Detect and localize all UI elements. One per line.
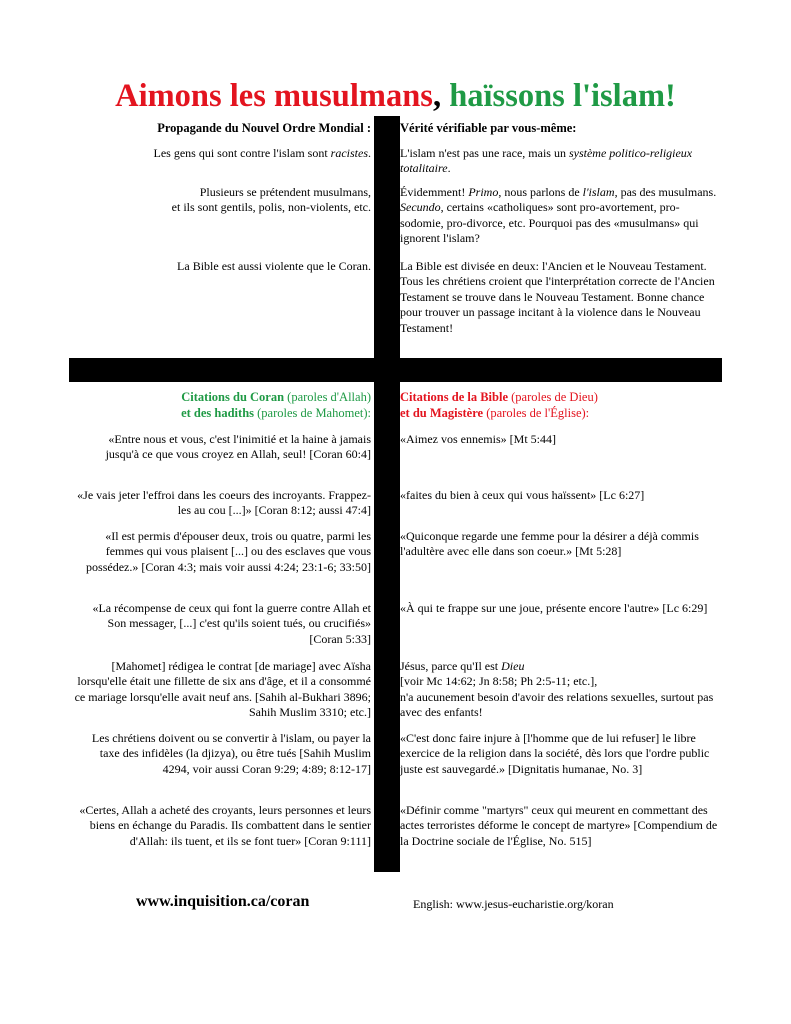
bible-quote-1: «Aimez vos ennemis» [Mt 5:44] — [400, 432, 556, 446]
bible-quote-4: «À qui te frappe sur une joue, présente encore l'autre» [Lc 6:29] — [400, 601, 708, 615]
footer-english-link[interactable]: English: www.jesus-eucharistie.org/koran — [413, 897, 614, 911]
quran-quote-1: «Entre nous et vous, c'est l'inimitié et la haine à jamais jusqu'à ce que vous croyez en Allah, seul! [Coran 60:4] — [105, 432, 371, 462]
title-comma: , — [432, 78, 442, 114]
quran-quote-4: «La récompense de ceux qui font la guerre contre Allah et Son messager, [...] c'est qu'ils soient tués, ou crucifiés» [Coran 5:33] — [92, 601, 371, 646]
hadith-quote-6: Les chrétiens doivent ou se convertir à l'islam, ou payer la taxe des infidèles (la djizya), ou être tués [Sahih Muslim 4294, voir aussi Coran 9:29; 4:89; 8:12-17] — [91, 731, 371, 776]
title-part1: Aimons les musulmans — [115, 78, 433, 114]
page-title — [0, 74, 791, 118]
quran-citations-header: Citations du Coran (paroles d'Allah) et des hadiths (paroles de Mahomet): — [181, 390, 371, 420]
truth-1: L'islam n'est pas une race, mais un système politico-religieux totalitaire. — [400, 146, 693, 176]
truth-2: Évidemment! Primo, nous parlons de l'islam, pas des musulmans. Secundo, certains «catholiques» sont pro-avortement, pro-sodomie, pro-divorce, etc. Pourquoi pas des «musulmans» qui ignorent l'islam? — [400, 185, 717, 246]
cross-horizontal-bar — [69, 358, 722, 382]
propaganda-2: Plusieurs se prétendent musulmans, et ils sont gentils, polis, non-violents, etc. — [171, 185, 371, 215]
footer-website-link[interactable]: www.inquisition.ca/coran — [136, 893, 310, 910]
truth-3: La Bible est divisée en deux: l'Ancien et le Nouveau Testament. Tous les chrétiens croient que l'interprétation correcte de l'Ancien Testament se trouve dans le Nouveau Testament. Bonne chance pour trouver un passage incitant à la violence dans le Nouveau Testament! — [400, 259, 715, 335]
propaganda-3: La Bible est aussi violente que le Coran. — [177, 259, 371, 273]
cross-vertical-bar — [374, 116, 400, 872]
bible-quote-5: Jésus, parce qu'Il est Dieu [voir Mc 14:62; Jn 8:58; Ph 2:5-11; etc.], n'a aucunement besoin d'avoir des relations sexuelles, surtout pas avec des enfants! — [400, 659, 714, 720]
propaganda-1: Les gens qui sont contre l'islam sont racistes. — [153, 146, 371, 160]
section1-right-header: Vérité vérifiable par vous-même: — [400, 121, 577, 135]
title-part2: haïssons l'islam! — [441, 78, 676, 114]
quran-quote-2: «Je vais jeter l'effroi dans les coeurs des incroyants. Frappez-les au cou [...]» [Coran 8:12; aussi 47:4] — [77, 488, 371, 518]
hadith-quote-5: [Mahomet] rédigea le contrat [de mariage] avec Aïsha lorsqu'elle était une fillette de six ans d'âge, et il a consommé ce mariage lorsqu'elle avait neuf ans. [Sahih al-Bukhari 3896; Sahih Muslim 3310; etc.] — [74, 659, 371, 720]
bible-citations-header: Citations de la Bible (paroles de Dieu) et du Magistère (paroles de l'Église): — [400, 390, 598, 420]
quran-quote-7: «Certes, Allah a acheté des croyants, leurs personnes et leurs biens en échange du Paradis. Ils combattent dans le sentier d'Allah: ils tuent, et ils se font tuer» [Coran 9:111] — [79, 803, 371, 848]
bible-quote-3: «Quiconque regarde une femme pour la désirer a déjà commis l'adultère avec elle dans son coeur.» [Mt 5:28] — [400, 529, 699, 559]
bible-quote-2: «faites du bien à ceux qui vous haïssent» [Lc 6:27] — [400, 488, 645, 502]
section1-left-header: Propagande du Nouvel Ordre Mondial : — [157, 121, 371, 135]
quran-quote-3: «Il est permis d'épouser deux, trois ou quatre, parmi les femmes qui vous plaisent [...] ou des esclaves que vous possédez.» [Coran 4:3; mais voir aussi 4:24; 23:1-6; 33:50] — [86, 529, 371, 574]
magisterium-quote-7: «Définir comme "martyrs" ceux qui meurent en commettant des actes terroristes déforme le concept de martyre» [Compendium de la Doctrine sociale de l'Église, No. 515] — [400, 803, 718, 848]
magisterium-quote-6: «C'est donc faire injure à [l'homme que de lui refuser] le libre exercice de la religion dans la société, dès lors que l'ordre public juste est sauvegardé.» [Dignitatis humanae, No. 3] — [400, 731, 710, 776]
